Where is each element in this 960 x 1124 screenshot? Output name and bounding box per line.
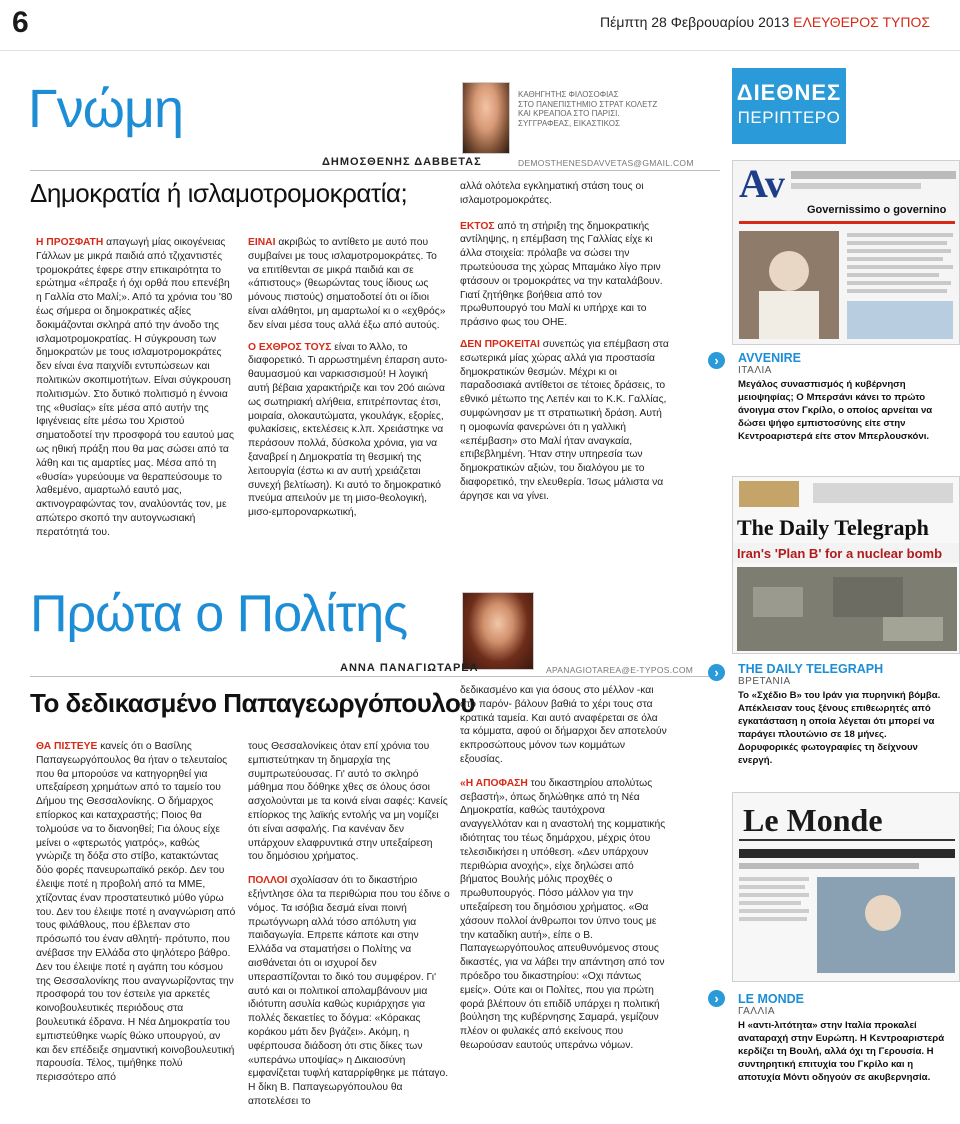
paragraph	[248, 341, 448, 520]
paragraph-text: είναι το Άλλο, το διαφορετικό. Τι αρρωστημένη έπαρση αυτο-θαυμασμού και ναρκισσισμού! Η λογική αυτή βέβαια χαρακτήριζε και τον 20ό αιώνα ως σωτηριακή αλήθεια, επιτρέποντας έτσι, μοιραία, ολοκαυτώματα, γκουλάγκ, εξορίες, φυλακίσεις, εκτελέσεις κ.λπ. Χρειάστηκε να περάσουν πολλά, δύσκολα χρόνια, για να ξαναβρεί η Δημοκρατία τη θεσμική της λειτουργία (έστω κι αν αυτή χρειάζεται συνεχή βελτίωση). Κι αυτό το δημοκρατικό πνεύμα απειλούν με τη μισο-θεολογική, μισο-εμποροναρκωτική,	[248, 341, 448, 519]
chevron-right-icon[interactable]: ›	[708, 664, 725, 681]
article-column-2	[248, 740, 450, 1109]
press-item-avvenire	[738, 351, 948, 443]
international-title: ΔΙΕΘΝΕΣ	[736, 80, 842, 105]
paragraph-text: απαγωγή μίας οικογένειας Γάλλων με μικρά παιδιά από τζιχαντιστές τρομοκράτες έφερε στην επικαιρότητα το ερώτημα «έπραξε ή όχι ορθά που επενέβη η Γαλλία στο Μαλί;». Από τα χρόνια του '80 έως σήμερα οι δημοκρατικές αξίες δοκιμάζονται σκληρά από την άνοδο της ισλαμοτρομοκρατίας. Η σύγκρουση των δημοκρατών με τους ισλαμοτρομοκράτες δεν είναι ένα παιχνίδι εντυπώσεων και πολιτικών σκοπιμοτήτων. Είναι σύγκρουση πολιτισμών. Στο δυτικό πολιτισμό η έννοια της «θυσίας» είτε μέσα από αυτήν της Ιφιγένειας είτε μέσω του Χριστού σηματοδοτεί την προσφορά του εαυτού μας ως ηθική πράξη που θα μας σώσει από τα λάθη και τις αμαρτίες μας. Μέσα από τη «θυσία» γυρεύουμε να θεραπεύσουμε το λαθεμένο, αμαρτωλό εαυτό μας, ακτινογραφώντας τον, αναλύοντάς τον, με απώτερο σκοπό την αυτογνωσιακή περατότητά του.	[36, 237, 234, 538]
article-headline: Δημοκρατία ή ισλαμοτρομοκρατία;	[30, 178, 408, 208]
clipping-image	[733, 161, 960, 345]
paragraph-text: αλλά ολότελα εγκληματική στάση τους οι ισλαμοτρομοκράτες.	[460, 181, 644, 206]
author-name: ΑΝΝΑ ΠΑΝΑΓΙΩΤΑΡΕΑ	[340, 662, 479, 674]
section-divider	[30, 170, 720, 171]
page-number: 6	[12, 6, 29, 39]
author-bio	[518, 90, 728, 128]
header-rule	[0, 50, 960, 51]
clipping-image	[733, 793, 960, 982]
paragraph-lead: Ο ΕΧΘΡΟΣ ΤΟΥΣ	[248, 341, 332, 353]
clipping-masthead: Le Monde	[743, 802, 883, 838]
paragraph-text: ακριβώς το αντίθετο με αυτό που συμβαίνει με τους ισλαμοτρομοκράτες. Το να επιτίθενται σε μικρά παιδιά και σε «άπιστους» (θεωρώντας τους ίδιους ως μόνους πιστούς) σηματοδοτεί ότι οι ίδιοι είναι αλάθητοι, μη αμαρτωλοί κι ο «εχθρός» δεν είναι μέσα τους αλλά έξω από αυτούς.	[248, 237, 446, 331]
author-bio-line: ΚΑΙ ΚΡΕΑΠΟΑ ΣΤΟ ΠΑΡΙΣΙ.	[518, 109, 620, 118]
paragraph-lead: Η ΠΡΟΣΦΑΤΗ	[36, 237, 104, 248]
newspaper-name: ΕΛΕΥΘΕΡΟΣ ΤΥΠΟΣ	[793, 14, 930, 30]
article-column-1	[36, 740, 236, 1085]
section-title-gnomi: Γνώμη	[28, 79, 184, 139]
press-item-blurb: Μεγάλος συνασπισμός ή κυβέρνηση μειοψηφίας; Ο Μπερσάνι κάνει το πρώτο άνοιγμα στον Γκρίλο, ο οποίος αρνείται να δώσει ψήφο εμπιστοσύνης είτε στην Κεντροαριστερά είτε στον Μπερλουσκόνι.	[738, 379, 933, 442]
article-headline: Το δεδικασμένο Παπαγεωργόπουλου	[30, 688, 476, 718]
paragraph-text: σχολίασαν ότι το δικαστήριο εξήντλησε όλα τα περιθώρια που του έδινε ο νόμος. Τα ισόβια δεσμά είναι ποινή πρωτόγνωρη αλλά τόσο απόλυτη για παιδαγωγία. Επρεπε κάποτε και στην Ελλάδα να σταματήσει ο Πολίτης να αισθάνεται ότι οι ισχυροί δεν υπερασπίζονται το δικό του συμφέρον. Γι' αυτό και οι πολιτικοί απολαμβάνουν μια ιδιότυπη ασυλία καθώς κυριάρχησε για πολλές δεκαετίες το δόγμα: «Κόρακας κοράκου μάτι δεν βγάζει». Ακόμη, η υφέρπουσα διάδοση ότι στις δίκες των «υπεράνω υποψίας» η Δικαιοσύνη εμφανίζεται τυφλή καταρρίφθηκε με πάταγο. Η δίκη Β. Παπαγεωργόπουλου θα αποτελέσει το	[248, 875, 450, 1107]
author-email[interactable]: DEMOSTHENESDAVVETAS@GMAIL.COM	[518, 158, 694, 168]
section-title-prota-o-politis: Πρώτα ο Πολίτης	[30, 585, 408, 643]
paragraph-text: από τη στήριξη της δημοκρατικής αντίληψης, η επέμβαση της Γαλλίας είχε κι άλλα στοιχεία: πρόλαβε να σώσει την πρωτεύουσα της χώρας Μπαμάκο λίγο πριν φτάσουν οι τρομοκράτες να την καταλάβουν. Γιατί ζητήθηκε βοήθεια από τον πρωθυπουργό του Μαλί κι υπήρχε και το πράσινο φως του ΟΗΕ.	[460, 220, 663, 329]
paragraph	[248, 874, 450, 1109]
paragraph-lead: ΕΙΝΑΙ	[248, 237, 276, 248]
paragraph-lead: ΕΚΤΟΣ	[460, 220, 495, 232]
paragraph	[460, 220, 670, 330]
article-column-3	[460, 684, 670, 1053]
paragraph-lead: «Η ΑΠΟΦΑΣΗ	[460, 777, 528, 789]
author-photo	[462, 82, 510, 154]
article-column-3	[460, 180, 670, 504]
press-item-country: ΙΤΑΛΙΑ	[738, 365, 772, 376]
international-subtitle: ΠΕΡΙΠΤΕΡΟ	[737, 108, 841, 127]
paragraph-lead: ΔΕΝ ΠΡΟΚΕΙΤΑΙ	[460, 338, 540, 350]
press-item-country: ΒΡΕΤΑΝΙΑ	[738, 676, 791, 687]
author-bio-line: ΣΥΓΓΡΑΦΕΑΣ, ΕΙΚΑΣΤΙΚΟΣ	[518, 118, 620, 128]
paragraph-text: του δικαστηρίου απολύτως σεβαστή», όπως δηλώθηκε από τη Νέα Δημοκρατία, καθώς ταυτόχρονα αναγγελλόταν και η αναστολή της κομματικής ιδιότητας του τέως δημάρχου, μέχρις ότου τελεσιδικήσει η υπόθεση. «Δεν υπάρχουν περιθώρια ανοχής», είχε δηλώσει από βήματος Βουλής μόλις προχθές ο πρωθυπουργός. Πόσο μάλλον για την υπεξαίρεση του δημόσιου χρήματος. «Θα χάσουν πολλοί άνθρωποι τον ύπνο τους με την καταδίκη αυτή», είπε ο Β. Παπαγεωργόπουλος απευθυνόμενος στους δικαστές, για να λάβει την απάντηση από τον πρόεδρο του δικαστηρίου: «Οχι πάντως εμείς». Ούτε και οι Πολίτες, που για πρώτη φορά βλέπουν ότι επιδίδ υπάρχει η πολιτική βούληση της κυβέρνησης Σαμαρά, γεμίζουν πλέον οι φυλακές από εκείνους που θεωρούσαν εαυτούς υπεράνω νόμων.	[460, 777, 666, 1051]
paragraph	[248, 236, 448, 333]
paragraph-lead: ΘΑ ΠΙΣΤΕΥΕ	[36, 741, 98, 752]
paragraph	[36, 236, 234, 540]
newspaper-clipping-lemonde	[732, 792, 960, 982]
issue-date: Πέμπτη 28 Φεβρουαρίου 2013	[599, 14, 790, 30]
press-item-name: AVVENIRE	[738, 351, 801, 365]
paragraph	[460, 777, 670, 1053]
paragraph	[36, 740, 236, 1085]
article-column-2	[248, 236, 448, 520]
author-email[interactable]: APANAGIOTAREA@E-TYPOS.COM	[546, 665, 694, 675]
clipping-masthead-initial: Av	[739, 161, 785, 206]
paragraph-text: τους Θεσσαλονίκεις όταν επί χρόνια του εμπιστεύτηκαν τη δημαρχία της συμπρωτεύουσας. Γι' αυτό το σκληρό μάθημα που δόθηκε χθες σε όλους όσοι ασχολούνται με τα κοινά είναι σαφές: Κανείς επίορκος της λαϊκής εντολής να μη νομίζει ότι είναι ασφαλής. Για κανέναν δεν υπάρχουν ελαφρυντικά στην υπεξαίρεση του δημόσιου χρήματος.	[248, 741, 448, 863]
press-item-blurb: Το «Σχέδιο Β» του Ιράν για πυρηνική βόμβα. Απέκλεισαν τους ξένους επιθεωρητές από εγκατάσταση η οποία λέγεται ότι μπορεί να παράγει πλουτώνιο σε 18 μήνες. Δορυφορικές φωτογραφίες τη δείχνουν ενεργή.	[738, 690, 941, 766]
press-item-lemonde	[738, 992, 952, 1084]
chevron-right-icon[interactable]: ›	[708, 352, 725, 369]
newspaper-clipping-avvenire	[732, 160, 960, 345]
paragraph-text: δεδικασμένο και για όσους στο μέλλον -και στο παρόν- βάλουν βαθιά το χέρι τους στα κρατικά ταμεία. Και αυτό αναφέρεται σε όλα τα κόμματα, αφού οι δήμαρχοι δεν αποτελούν εκπροσώπους μόνον των κομμάτων εξουσίας.	[460, 685, 667, 765]
paragraph	[460, 180, 670, 208]
clipping-image	[733, 477, 960, 654]
press-item-name: LE MONDE	[738, 992, 804, 1006]
press-item-blurb: Η «αντι-λιτότητα» στην Ιταλία προκαλεί αναταραχή στην Ευρώπη. Η Κεντροαριστερά κερδίζει τη Βουλή, αλλά όχι τη Γερουσία. Η συντηρητική επιτυχία του Γκρίλο και η αποτυχία Μόντι οδηγούν σε ακυβερνησία.	[738, 1020, 945, 1083]
paragraph	[248, 740, 450, 864]
chevron-right-icon[interactable]: ›	[708, 990, 725, 1007]
international-press-header	[732, 68, 846, 144]
paragraph	[460, 684, 670, 767]
paragraph-text: κανείς ότι ο Βασίλης Παπαγεωργόπουλος θα ήταν ο τελευταίος που θα μπορούσε να κατηγορηθεί για υπεξαίρεση χρημάτων από το ταμείο του Δήμου της Θεσσαλονίκης. Ο δήμαρχος επίορκος και καταχραστής; Ποιος θα τολμούσε να το διανοηθεί; Για όλους είχε μείνει ο «φτερωτός γιατρός», καθώς γνώριζε τη δόξα στο στίβο, κατακτώντας δύο φορές πανευρωπαϊκό ρεκόρ. Δεν του έλειψε ποτέ η προβολή από τα ΜΜΕ, χτίζοντας έναν προστατευτικό μύθο γύρω του. Δεν του έλειψε ποτέ η αναγνώριση από τους φιλάθλους, που έβλεπαν στο πρόσωπό του έναν αθλητή- πρότυπο, που ανέβασε την Ελλάδα στο ψηλότερο βάθρο. Δεν του έλειψε ποτέ η αγάπη του κόσμου της Θεσσαλονίκης που αναγνωρίζοντας την προσφορά του τον έστειλε για αρκετές κοινοβουλευτικές περιόδους στα βουλευτικά έδρανα. Η Νέα Δημοκρατία του εμπιστεύθηκε νωρίς θώκο υπουργού, αν και δεν επέδειξε σημαντική κοινοβουλευτική παρουσία. Τέλος, τιμήθηκε πολύ περισσότερο από	[36, 741, 236, 1084]
article-column-1	[36, 236, 234, 540]
author-bio-line: ΣΤΟ ΠΑΝΕΠΙΣΤΗΜΙΟ ΣΤΡΑΤ ΚΟΛΕΤΖ	[518, 99, 658, 109]
paragraph-text: συνεπώς για επέμβαση στα εσωτερικά μίας χώρας αλλά για προστασία δημοκρατικών θεσμών. Μέχρι κι οι παραδοσιακά αντίθετοι σε τέτοιες δράσεις, το εθνικό μέτωπο της Λεπέν και το Κ.Κ. Γαλλίας, συμφώνησαν με ττ στρατιωτική δράση. Αυτή η ομοφωνία φανερώνει ότι η γαλλική «επέμβαση» στο Μαλί ήταν αναγκαία, επιβεβλημένη. Ήταν στην υπηρεσία των δημοκρατικών αξιών, του διαλόγου με το διαφορετικό, την ελευθερία. Ίσως μάλιστα να άργησε και να γίνει.	[460, 338, 669, 502]
dateline	[600, 14, 930, 30]
paragraph	[460, 338, 670, 504]
paragraph-lead: ΠΟΛΛΟΙ	[248, 875, 288, 887]
clipping-headline: Iran's 'Plan B' for a nuclear bomb	[737, 546, 943, 561]
section-divider	[30, 676, 720, 677]
author-name: ΔΗΜΟΣΘΕΝΗΣ ΔΑΒΒΕΤΑΣ	[322, 156, 482, 168]
author-photo	[462, 592, 534, 670]
clipping-masthead: The Daily Telegraph	[737, 515, 929, 540]
newspaper-clipping-telegraph	[732, 476, 960, 654]
author-bio-line: ΚΑΘΗΓΗΤΗΣ ΦΙΛΟΣΟΦΙΑΣ	[518, 90, 619, 99]
press-item-name: THE DAILY TELEGRAPH	[738, 662, 884, 676]
clipping-headline: Governissimo o governino	[807, 204, 947, 216]
press-item-telegraph	[738, 662, 948, 767]
press-item-country: ΓΑΛΛΙΑ	[738, 1006, 776, 1017]
